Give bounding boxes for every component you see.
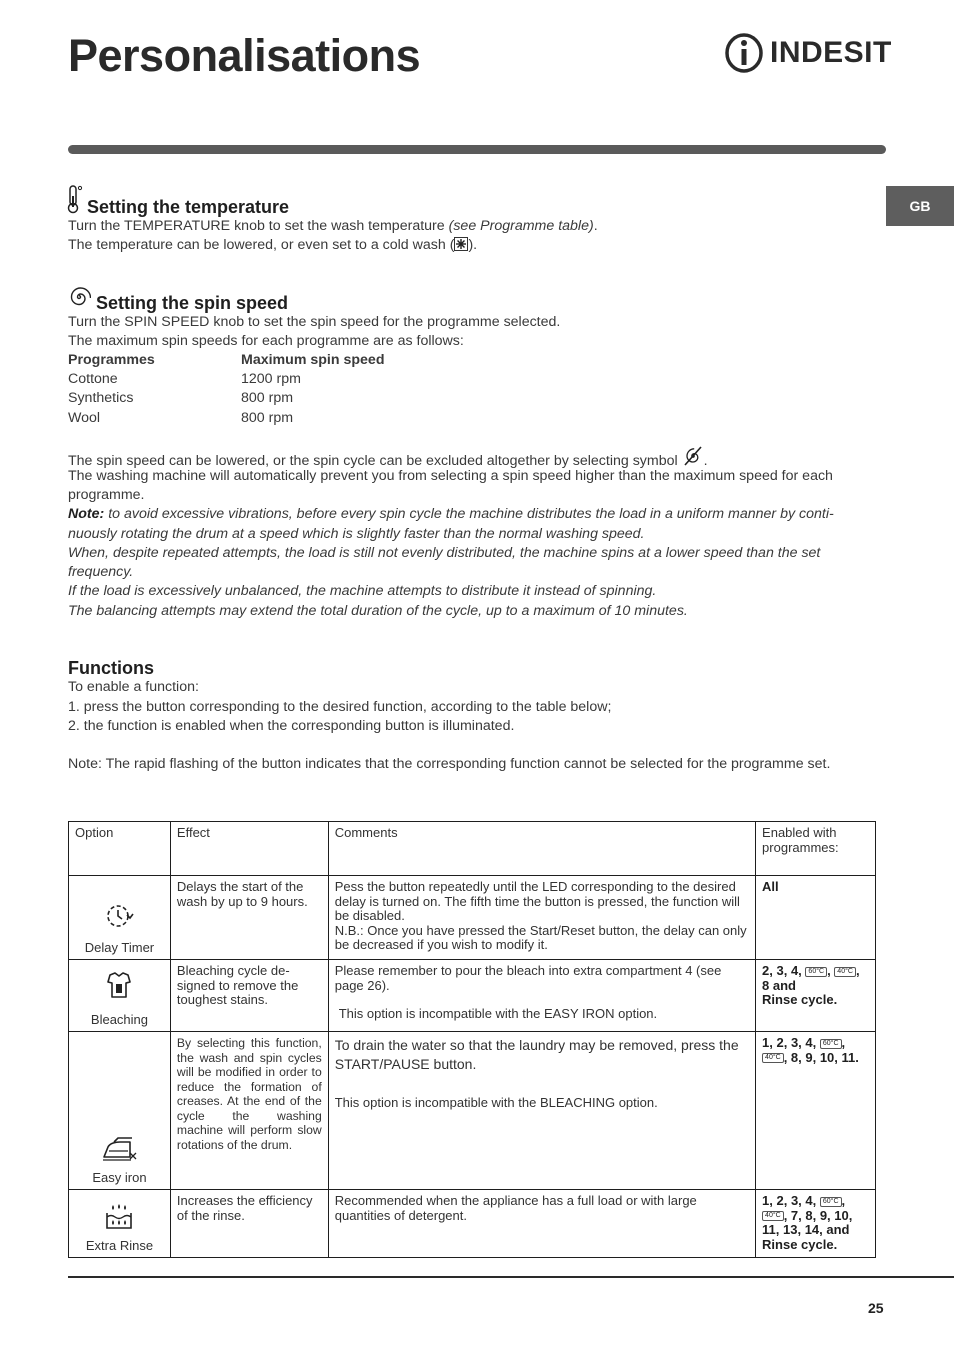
spin-programme: Cottone xyxy=(68,371,118,388)
enabled-extra-rinse-line-1: 1, 2, 3, 4, 60°C , xyxy=(762,1193,846,1208)
enabled-easy-iron-b: , 8, 9, 10, 11. xyxy=(783,1049,859,1065)
comments-bleaching xyxy=(328,960,755,1032)
temperature-text-1c: . xyxy=(593,218,598,234)
spin-speed: 800 rpm xyxy=(241,409,294,426)
header-enabled: Enabled with programmes: xyxy=(756,822,876,876)
option-label: Easy iron xyxy=(92,1169,147,1185)
functions-heading: Functions xyxy=(68,658,154,678)
header-effect: Effect xyxy=(170,822,328,876)
spin-programme: Wool xyxy=(68,409,101,426)
option-extra-rinse-inner xyxy=(75,1203,164,1254)
option-label: Delay Timer xyxy=(84,939,155,955)
spin-note-4: frequency. xyxy=(68,564,134,580)
enabled-bleaching xyxy=(756,960,876,1032)
enabled-extra-rinse-line-2 xyxy=(762,1209,869,1224)
enabled-easy-iron-a: 1, 2, 3, 4, xyxy=(762,1035,817,1050)
page-number: 25 xyxy=(868,1300,884,1316)
comments-delay-timer xyxy=(328,876,755,960)
iron-icon xyxy=(100,1135,138,1163)
snowflake-icon xyxy=(454,237,468,251)
option-easy-iron xyxy=(69,1032,171,1190)
effect-bleaching: Bleaching cycle de- signed to remove the toughest stains. xyxy=(170,960,328,1032)
spin-speed: 1200 rpm xyxy=(241,371,301,388)
spin-note-3: When, despite repeated attempts, the load is still not evenly distributed, the machine spins at a lower speed than the set xyxy=(68,545,821,561)
enabled-bleaching-b: 8 and xyxy=(762,977,797,993)
spin-note-1 xyxy=(68,505,834,524)
bleaching-icon xyxy=(105,971,133,1001)
enabled-delay-timer: All xyxy=(756,876,876,960)
temperature-text-1b: (see Programme table) xyxy=(448,218,594,234)
spin-speed-table xyxy=(68,351,385,428)
indesit-i-logo-icon xyxy=(724,32,764,74)
temperature-text-2b: ). xyxy=(468,237,478,253)
option-delay-timer-inner xyxy=(75,899,164,956)
temperature-text-1a: Turn the TEMPERATURE knob to set the wash temperature xyxy=(68,218,449,234)
comments-easy-iron-1: To drain the water so that the laundry may be removed, press the START/PAUSE button. xyxy=(334,1037,739,1072)
temp-40-badge: 40°C xyxy=(834,967,856,977)
spin-table-header xyxy=(68,351,385,370)
functions-table xyxy=(68,821,876,1258)
option-label: Extra Rinse xyxy=(85,1237,154,1253)
header-comments: Comments xyxy=(328,822,755,876)
option-label: Bleaching xyxy=(90,1011,149,1027)
enabled-easy-iron-line-1: 1, 2, 3, 4, 60°C , xyxy=(762,1035,846,1050)
spin-note-5: If the load is excessively unbalanced, the machine attempts to distribute it instead of spinning. xyxy=(68,583,657,599)
enabled-easy-iron-line-2 xyxy=(762,1051,869,1066)
option-bleaching-inner xyxy=(75,971,164,1028)
enabled-bleaching-c: Rinse cycle. xyxy=(762,992,838,1007)
temp-40-badge: 40°C xyxy=(762,1211,784,1221)
comments-delay-timer-2: N.B.: Once you have pressed the Start/Reset button, the delay can only be decreased if you wish to modify it. xyxy=(334,922,747,952)
comments-extra-rinse: Recommended when the appliance has a full load or with large quantities of detergent. xyxy=(328,1190,755,1258)
enabled-extra-rinse-d: Rinse cycle. xyxy=(762,1236,838,1252)
spin-header-max-speed: Maximum spin speed xyxy=(241,352,385,368)
table-row xyxy=(68,370,385,389)
table-row xyxy=(69,1032,876,1190)
option-extra-rinse xyxy=(69,1190,171,1258)
spin-header-programmes: Programmes xyxy=(68,352,155,368)
temperature-text-2a: The temperature can be lowered, or even set to a cold wash ( xyxy=(68,237,455,253)
functions-note: Note: The rapid flashing of the button indicates that the corresponding function cannot be selected for the programme set. xyxy=(68,756,831,772)
comments-bleaching-1: Please remember to pour the bleach into extra compartment 4 (see page 26). xyxy=(334,963,722,993)
comments-bleaching-2: This option is incompatible with the EASY IRON option. xyxy=(338,1006,658,1021)
page-title: Personalisations xyxy=(68,30,421,81)
temp-40-badge: 40°C xyxy=(762,1053,784,1063)
table-row xyxy=(69,876,876,960)
enabled-easy-iron xyxy=(756,1032,876,1190)
enabled-extra-rinse-a: 1, 2, 3, 4, xyxy=(762,1193,817,1208)
spin-speed: 800 rpm xyxy=(241,390,294,407)
spin-note-2: nuously rotating the drum at a speed which is slightly faster than the normal washing speed. xyxy=(68,526,645,542)
option-easy-iron-inner xyxy=(75,1135,164,1186)
table-row xyxy=(69,960,876,1032)
thermometer-icon xyxy=(66,184,84,214)
enabled-extra-rinse-b: , 7, 8, 9, 10, xyxy=(783,1207,853,1223)
effect-extra-rinse: Increases the efficiency of the rinse. xyxy=(170,1190,328,1258)
comments-delay-timer-1: Pess the button repeatedly until the LED corresponding to the desired delay is turned on. The fifth time the button is pressed, the function will be disabled. xyxy=(334,879,740,923)
spiral-icon xyxy=(67,285,91,309)
footer-rule xyxy=(68,1276,954,1278)
enabled-bleaching-line-1: 2, 3, 4, 60°C , 40°C , xyxy=(762,963,860,978)
temp-60-badge: 60°C xyxy=(820,1039,842,1049)
functions-table-header xyxy=(69,822,876,876)
option-delay-timer xyxy=(69,876,171,960)
note-label: Note: xyxy=(68,506,105,522)
extra-rinse-icon xyxy=(104,1203,134,1231)
effect-easy-iron: By selecting this function, the wash and spin cycles will be modified in order to reduce the formation of creases. At the end of the cycle the washing machine will perform slow rotations of the drum. xyxy=(170,1032,328,1190)
temp-60-badge: 60°C xyxy=(805,967,827,977)
spin-programme: Synthetics xyxy=(68,390,134,407)
temperature-text-2 xyxy=(68,236,477,255)
temperature-heading: Setting the temperature xyxy=(87,197,290,217)
language-tab: GB xyxy=(886,186,954,226)
brand-name: INDESIT xyxy=(770,36,892,69)
functions-text-3: 2. the function is enabled when the corresponding button is illuminated. xyxy=(68,718,515,734)
spin-note-1-text: to avoid excessive vibrations, before every spin cycle the machine distributes the load in a uniform manner by conti- xyxy=(104,506,834,522)
functions-text-2: 1. press the button corresponding to the desired function, according to the table below; xyxy=(68,699,612,715)
spin-lowered-text-a: The spin speed can be lowered, or the spin cycle can be excluded altogether by selecting symbol xyxy=(68,453,682,469)
table-row xyxy=(68,389,385,408)
spin-lowered-text-b: . xyxy=(703,453,708,469)
effect-delay-timer: Delays the start of the wash by up to 9 hours. xyxy=(170,876,328,960)
enabled-bleaching-a: 2, 3, 4, xyxy=(762,963,802,978)
delay-timer-icon xyxy=(103,899,135,931)
spin-note-6: The balancing attempts may extend the total duration of the cycle, up to a maximum of 10 minutes. xyxy=(68,603,688,619)
temperature-text-1 xyxy=(68,217,598,236)
spin-text-2: The maximum spin speeds for each programme are as follows: xyxy=(68,333,464,349)
no-spin-icon xyxy=(682,445,704,467)
option-bleaching xyxy=(69,960,171,1032)
temp-60-badge: 60°C xyxy=(820,1197,842,1207)
comments-easy-iron-2: This option is incompatible with the BLEACHING option. xyxy=(334,1095,658,1110)
spin-auto-text-1: The washing machine will automatically prevent you from selecting a spin speed higher than the maximum speed for each xyxy=(68,468,833,484)
spin-auto-text-2: programme. xyxy=(68,487,145,503)
header-rule xyxy=(68,145,886,154)
table-row xyxy=(68,409,385,428)
enabled-extra-rinse xyxy=(756,1190,876,1258)
brand-logo xyxy=(724,32,892,74)
header-option: Option xyxy=(69,822,171,876)
enabled-extra-rinse-c: 11, 13, 14, and xyxy=(762,1222,850,1237)
comments-easy-iron xyxy=(328,1032,755,1190)
table-row xyxy=(69,1190,876,1258)
functions-text-1: To enable a function: xyxy=(68,679,199,695)
spin-text-1: Turn the SPIN SPEED knob to set the spin speed for the programme selected. xyxy=(68,314,561,330)
spin-heading: Setting the spin speed xyxy=(96,293,289,313)
